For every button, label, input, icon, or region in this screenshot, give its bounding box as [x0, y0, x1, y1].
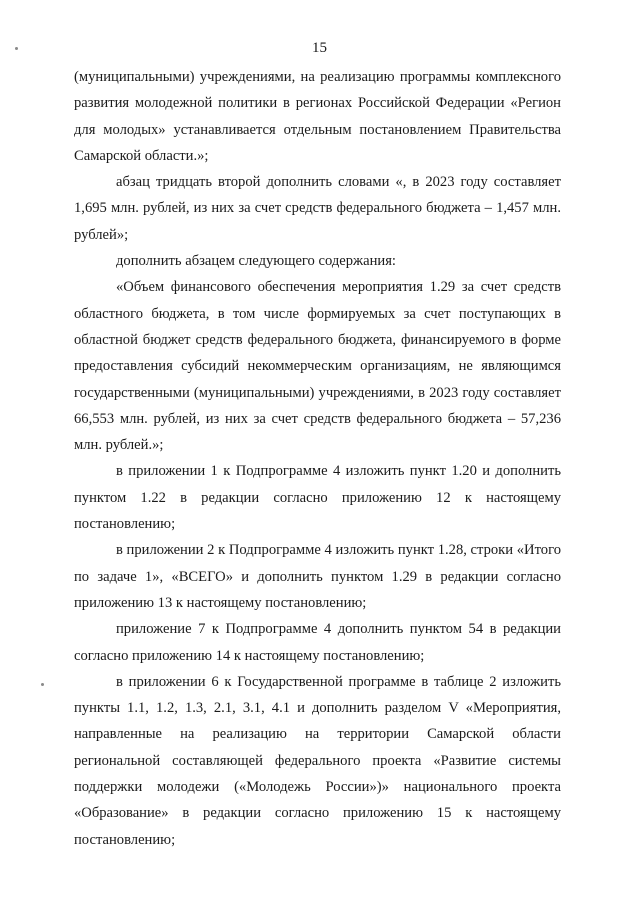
paragraph-appendix-1: в приложении 1 к Подпрограмме 4 изложить пункт 1.20 и дополнить пунктом 1.22 в редакции согласно приложению 12 к настоящему постановлению; [74, 463, 561, 533]
paragraph-appendix-6: в приложении 6 к Государственной программе в таблице 2 изложить пункты 1.1, 1.2, 1.3, 2.1, 3.1, 4.1 и дополнить разделом V «Мероприятия, направленные на реализацию на территории Самарской области региональной составляющей федерального проекта «Развитие системы поддержки молодежи («Молодежь России»)» национального проекта «Образование» в редакции согласно приложению 15 к настоящему постановлению; [74, 673, 561, 848]
paragraph-continuation: (муниципальными) учреждениями, на реализацию программы комплексного развития молодежной политики в регионах Российской Федерации «Регион для молодых» устанавливается отдельным постановлением Правительства Самарской области.»; [74, 69, 561, 164]
paragraph-financing-1-29: «Объем финансового обеспечения мероприятия 1.29 за счет средств областного бюджета, в том числе формируемых за счет поступающих в областной бюджет средств федерального бюджета, финансируемого в форме предоставления субсидий некоммерческим организациям, не являющимся государственными (муниципальными) учреждениями, в 2023 году составляет 66,553 млн. рублей, из них за счет средств федерального бюджета – 57,236 млн. рублей.»; [74, 279, 561, 454]
document-body [74, 64, 561, 853]
paragraph-amendment-32: абзац тридцать второй дополнить словами «, в 2023 году составляет 1,695 млн. рублей, из них за счет средств федерального бюджета – 1,457 млн. рублей»; [74, 174, 561, 243]
paragraph-appendix-7: приложение 7 к Подпрограмме 4 дополнить пунктом 54 в редакции согласно приложению 14 к настоящему постановлению; [74, 621, 561, 664]
page-number: 15 [312, 40, 327, 56]
paragraph-add-intro: дополнить абзацем следующего содержания: [116, 253, 396, 270]
paragraph-appendix-2: в приложении 2 к Подпрограмме 4 изложить пункт 1.28, строки «Итого по задаче 1», «ВСЕГО» и дополнить пунктом 1.29 в редакции согласно приложению 13 к настоящему постановлению; [74, 542, 561, 611]
scan-dot [41, 683, 44, 686]
